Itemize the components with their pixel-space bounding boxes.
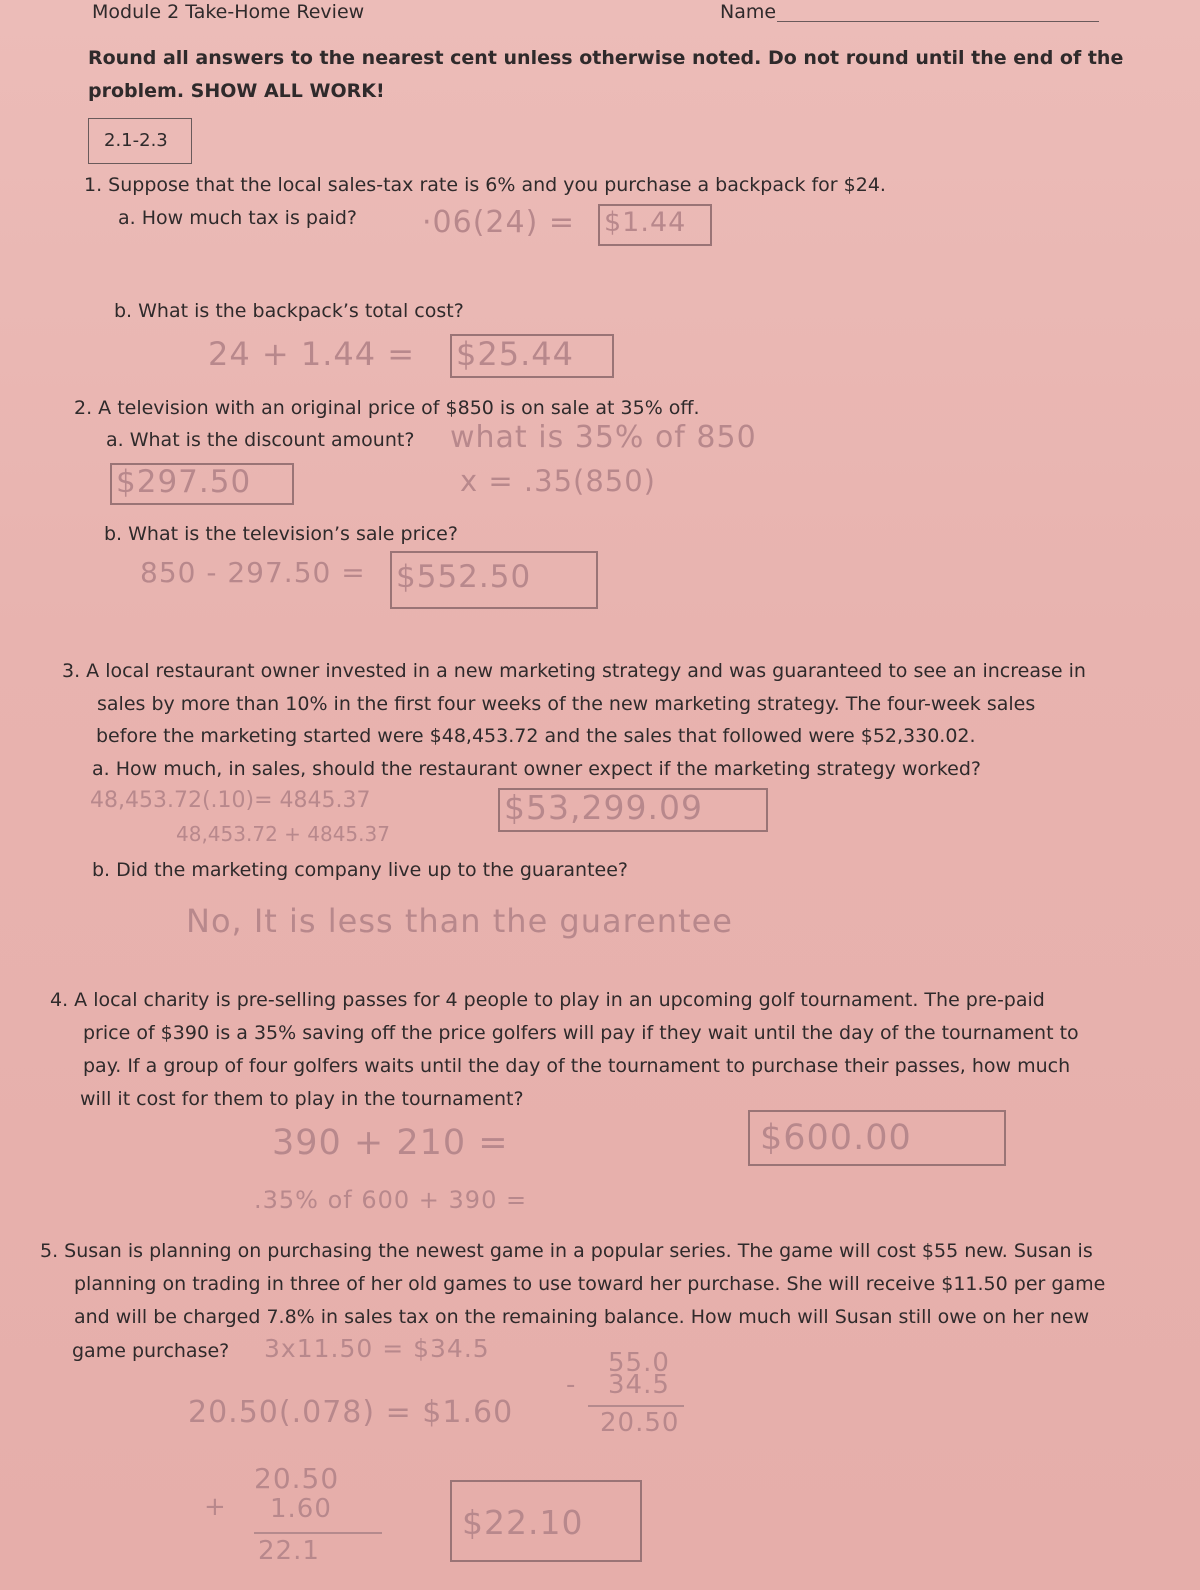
- q3-line-2: sales by more than 10% in the first four weeks of the new marketing strategy. The four-week sales: [97, 693, 1036, 715]
- q4-line-1: 4. A local charity is pre-selling passes for 4 people to play in an upcoming golf tournament. The pre-paid: [50, 989, 1045, 1011]
- q5-add-result: 22.1: [258, 1536, 320, 1566]
- q5-line-3: and will be charged 7.8% in sales tax on the remaining balance. How much will Susan still owe on her new: [74, 1306, 1090, 1328]
- q2a-answer: $297.50: [116, 464, 252, 500]
- q1a-answer: $1.44: [604, 207, 687, 238]
- q3-line-3: before the marketing started were $48,453.72 and the sales that followed were $52,330.02.: [96, 725, 976, 747]
- q3a-work-1: 48,453.72(.10)= 4845.37: [90, 788, 371, 813]
- q2b-answer: $552.50: [396, 559, 532, 595]
- q5-add-line: [254, 1532, 382, 1534]
- section-label: 2.1-2.3: [104, 130, 168, 151]
- q5-answer: $22.10: [462, 1503, 584, 1542]
- q5-line-1: 5. Susan is planning on purchasing the newest game in a popular series. The game will cost $55 new. Susan is: [40, 1240, 1093, 1262]
- instructions-line-2: problem. SHOW ALL WORK!: [88, 80, 385, 102]
- q1b-prompt: b. What is the backpack’s total cost?: [114, 300, 464, 322]
- q3b-prompt: b. Did the marketing company live up to the guarantee?: [92, 859, 628, 881]
- q2a-prompt: a. What is the discount amount?: [106, 429, 415, 451]
- q5-add-plus: +: [204, 1492, 227, 1522]
- q1a-work: ·06(24) =: [422, 205, 575, 240]
- q1-stem: 1. Suppose that the local sales-tax rate is 6% and you purchase a backpack for $24.: [84, 174, 886, 196]
- q1a-prompt: a. How much tax is paid?: [118, 207, 358, 229]
- q1b-work: 24 + 1.44 =: [208, 335, 416, 373]
- q2b-work: 850 - 297.50 =: [140, 556, 366, 589]
- instructions-line-1: Round all answers to the nearest cent unless otherwise noted. Do not round until the end of the: [88, 47, 1124, 69]
- q3a-answer: $53,299.09: [504, 788, 703, 827]
- q3a-prompt: a. How much, in sales, should the restaurant owner expect if the marketing strategy worked?: [92, 758, 982, 780]
- q5-line-2: planning on trading in three of her old games to use toward her purchase. She will receive $11.50 per game: [74, 1273, 1106, 1295]
- q2a-note: what is 35% of 850: [450, 420, 757, 455]
- q4-line-4: will it cost for them to play in the tournament?: [80, 1088, 524, 1110]
- q3b-answer: No, It is less than the guarentee: [186, 902, 733, 940]
- q5-line-4: game purchase?: [72, 1340, 230, 1362]
- q5-work-trade: 3x11.50 = $34.5: [264, 1334, 490, 1363]
- q5-sub-line: [588, 1405, 684, 1407]
- worksheet-title: Module 2 Take-Home Review: [92, 1, 365, 23]
- name-blank-line[interactable]: [777, 21, 1099, 22]
- name-label: Name: [720, 1, 777, 23]
- q5-sub-mid: 34.5: [608, 1370, 670, 1400]
- q2b-prompt: b. What is the television’s sale price?: [104, 523, 458, 545]
- q5-add-top: 20.50: [254, 1462, 340, 1495]
- q5-sub-result: 20.50: [600, 1408, 680, 1438]
- q4-work-1: 390 + 210 =: [272, 1123, 509, 1163]
- q4-line-2: price of $390 is a 35% saving off the price golfers will pay if they wait until the day of the tournament to: [83, 1022, 1079, 1044]
- q5-add-mid: 1.60: [270, 1494, 332, 1524]
- q5-tax-work: 20.50(.078) = $1.60: [188, 1395, 514, 1430]
- q5-sub-top: 55.0: [608, 1348, 670, 1378]
- q4-work-2: .35% of 600 + 390 =: [254, 1186, 528, 1214]
- q5-sub-minus: -: [566, 1370, 577, 1400]
- q3a-work-2: 48,453.72 + 4845.37: [176, 822, 390, 846]
- q4-line-3: pay. If a group of four golfers waits until the day of the tournament to purchase their passes, how much: [83, 1055, 1071, 1077]
- q2-stem: 2. A television with an original price of $850 is on sale at 35% off.: [74, 397, 700, 419]
- q3-line-1: 3. A local restaurant owner invested in a new marketing strategy and was guaranteed to see an increase in: [62, 660, 1086, 682]
- q4-answer: $600.00: [760, 1118, 912, 1158]
- q1b-answer: $25.44: [456, 335, 574, 373]
- q2a-work: x = .35(850): [460, 464, 656, 498]
